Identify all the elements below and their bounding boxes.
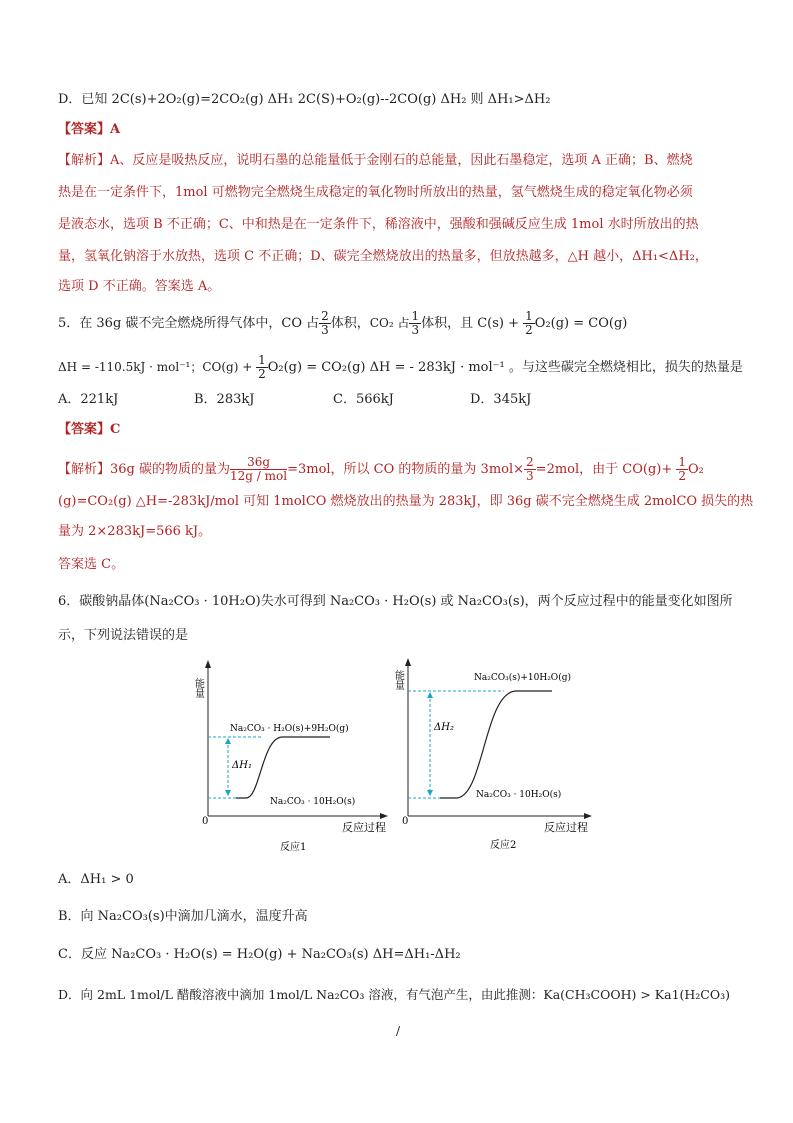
q5-text: ΔH = -110.5kJ · mol⁻¹；CO(g) + bbox=[58, 360, 257, 374]
question-5-stem bbox=[58, 310, 627, 337]
origin-label: 0 bbox=[202, 816, 209, 827]
frac-num: 2 bbox=[321, 309, 329, 323]
q5-text: O₂(g) = CO₂(g) ΔH = - 283kJ · mol⁻¹ 。与这些碳完全燃烧相比，损失的热量是 bbox=[267, 360, 743, 375]
x-axis-label: 反应过程 bbox=[544, 821, 588, 834]
explanation-text: =2mol，由于 CO(g)+ bbox=[535, 462, 677, 477]
frac-num: 36g bbox=[230, 456, 287, 470]
fraction bbox=[319, 310, 331, 337]
top-state-label: Na₂CO₃ · H₂O(s)+9H₂O(g) bbox=[230, 724, 349, 734]
delta-h2-label: ΔH₂ bbox=[434, 722, 454, 733]
frac-den: 2 bbox=[678, 469, 687, 483]
q5-text: 体积，且 C(s) + bbox=[421, 316, 524, 331]
explanation-line: 量，氢氧化钠溶于水放热，选项 C 不正确；D、碳完全燃烧放出的热量多，但放热越多，△H 越小，ΔH₁<ΔH₂， bbox=[58, 249, 708, 264]
diagram-caption: 反应1 bbox=[280, 842, 307, 853]
option-b: B．283kJ bbox=[194, 392, 255, 407]
explanation-line: 热是在一定条件下，1mol 可燃物完全燃烧生成稳定的氧化物时所放出的热量，氢气燃烧生成的稳定氧化物必须 bbox=[58, 185, 693, 200]
y-axis-label: 能量 bbox=[192, 678, 204, 698]
question-6-stem: 6．碳酸钠晶体(Na₂CO₃ · 10H₂O)失水可得到 Na₂CO₃ · H₂O(s) 或 Na₂CO₃(s)，两个反应过程中的能量变化如图所 bbox=[58, 594, 733, 609]
frac-den: 2 bbox=[525, 323, 533, 337]
bottom-state-label: Na₂CO₃ · 10H₂O(s) bbox=[476, 790, 562, 800]
answer-label: 【答案】A bbox=[58, 122, 121, 137]
origin-label: 0 bbox=[402, 816, 409, 827]
explanation-line: (g)=CO₂(g) △H=-283kJ/mol 可知 1molCO 燃烧放出的热量为 283kJ，即 36g 碳不完全燃烧生成 2molCO 损失的热 bbox=[58, 494, 754, 509]
q6-option-a: A．ΔH₁ > 0 bbox=[58, 872, 134, 887]
option-a: A．221kJ bbox=[58, 392, 119, 407]
explanation-line bbox=[58, 456, 704, 483]
explanation-line: 量为 2×283kJ=566 kJ。 bbox=[58, 524, 212, 539]
frac-num: 1 bbox=[258, 353, 266, 367]
fraction bbox=[524, 456, 536, 483]
fraction bbox=[676, 456, 688, 483]
frac-den: 3 bbox=[321, 323, 329, 337]
x-axis-label: 反应过程 bbox=[342, 821, 386, 834]
top-state-label: Na₂CO₃(s)+10H₂O(g) bbox=[474, 673, 571, 683]
q6-option-b: B．向 Na₂CO₃(s)中滴加几滴水，温度升高 bbox=[58, 909, 308, 924]
frac-den: 2 bbox=[258, 367, 266, 381]
explanation-text: O₂ bbox=[688, 462, 704, 477]
frac-den: 3 bbox=[526, 469, 534, 483]
delta-h1-label: ΔH₁ bbox=[232, 760, 252, 771]
option-d-line: D．已知 2C(s)+2O₂(g)=2CO₂(g) ΔH₁ 2C(S)+O₂(g)--2CO(g) ΔH₂ 则 ΔH₁>ΔH₂ bbox=[58, 92, 551, 107]
fraction bbox=[409, 310, 421, 337]
diagram-caption: 反应2 bbox=[490, 840, 517, 851]
explanation-text: =3mol，所以 CO 的物质的量为 3mol× bbox=[287, 462, 525, 477]
explanation-line: 【解析】A、反应是吸热反应，说明石墨的总能量低于金刚石的总能量，因此石墨稳定，选项 A 正确；B、燃烧 bbox=[58, 153, 693, 168]
frac-num: 1 bbox=[411, 309, 420, 323]
frac-num: 2 bbox=[526, 455, 534, 469]
question-6-stem: 示，下列说法错误的是 bbox=[58, 628, 189, 643]
option-d: D．345kJ bbox=[470, 392, 532, 407]
conclusion-line: 答案选 C。 bbox=[58, 557, 125, 572]
explanation-line: 选项 D 不正确。答案选 A。 bbox=[58, 279, 221, 294]
fraction bbox=[230, 456, 287, 483]
question-5-line2 bbox=[58, 354, 743, 381]
q5-text: O₂(g) = CO(g) bbox=[534, 316, 628, 331]
energy-diagram-2 bbox=[394, 656, 594, 856]
energy-diagram-1 bbox=[190, 656, 390, 856]
frac-num: 1 bbox=[525, 309, 533, 323]
page-number: / bbox=[396, 1024, 401, 1038]
answer-label: 【答案】C bbox=[58, 422, 121, 437]
q5-text: 体积， bbox=[330, 316, 370, 331]
fraction bbox=[523, 310, 535, 337]
explanation-line: 是液态水，选项 B 不正确；C、中和热是在一定条件下，稀溶液中，强酸和强碱反应生成 1mol 水时所放出的热 bbox=[58, 217, 699, 232]
bottom-state-label: Na₂CO₃ · 10H₂O(s) bbox=[270, 797, 356, 807]
q5-text: 5．在 36g 碳不完全燃烧所得气体中，CO 占 bbox=[58, 316, 320, 331]
frac-den: 12g / mol bbox=[230, 469, 288, 483]
q5-text: CO₂ 占 bbox=[369, 316, 410, 330]
explanation-text: 【解析】36g 碳的物质的量为 bbox=[58, 462, 230, 477]
frac-num: 1 bbox=[678, 455, 687, 469]
q6-option-d: D．向 2mL 1mol/L 醋酸溶液中滴加 1mol/L Na₂CO₃ 溶液，有气泡产生，由此推测：Ka(CH₃COOH) > Ka1(H₂CO₃) bbox=[58, 987, 731, 1002]
frac-den: 3 bbox=[411, 323, 420, 337]
q6-option-c: C．反应 Na₂CO₃ · H₂O(s) = H₂O(g) + Na₂CO₃(s) ΔH=ΔH₁-ΔH₂ bbox=[58, 947, 461, 962]
fraction bbox=[256, 354, 268, 381]
option-c: C．566kJ bbox=[333, 392, 394, 407]
y-axis-label: 能量 bbox=[392, 670, 404, 690]
